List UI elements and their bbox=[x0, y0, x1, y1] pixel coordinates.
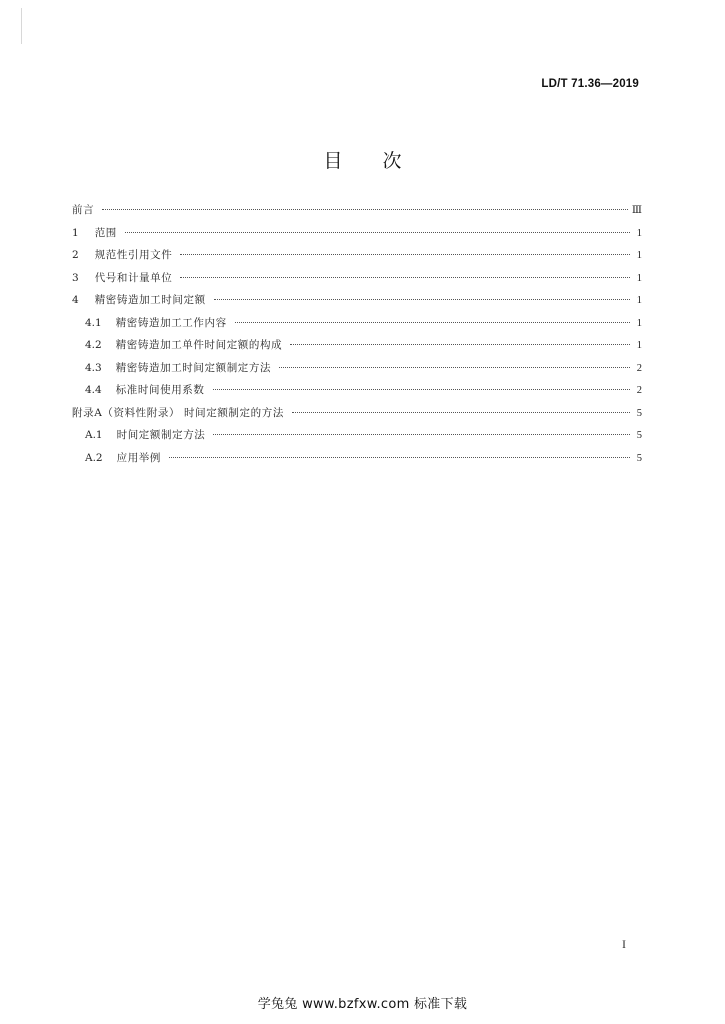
toc-title: 目次 bbox=[323, 150, 442, 172]
toc-entry[interactable] bbox=[72, 337, 642, 360]
toc-entry[interactable] bbox=[72, 405, 642, 428]
toc-dot-leader bbox=[180, 254, 630, 255]
toc-entry-label: 标准时间使用系数 bbox=[115, 384, 205, 396]
toc-entry-label: 代号和计量单位 bbox=[94, 271, 173, 284]
toc-entry[interactable] bbox=[72, 382, 642, 405]
toc-dot-leader bbox=[235, 322, 630, 323]
toc-dot-leader bbox=[125, 232, 630, 233]
toc-entry[interactable] bbox=[72, 292, 642, 315]
toc-entry-page: 1 bbox=[636, 250, 642, 261]
standard-code: LD/T 71.36—2019 bbox=[541, 78, 639, 90]
toc-entry-number: 4.1 bbox=[85, 316, 102, 329]
toc-entry-number: 4.4 bbox=[85, 384, 102, 396]
toc-entry-page: 5 bbox=[636, 407, 642, 419]
toc-entry-number: 3 bbox=[72, 271, 79, 284]
toc-entry-page: Ⅲ bbox=[631, 205, 642, 216]
toc-entry[interactable] bbox=[72, 315, 642, 338]
toc-entry-label: 精密铸造加工工作内容 bbox=[115, 316, 227, 329]
toc-entry-number: 4.2 bbox=[85, 339, 102, 351]
toc-dot-leader bbox=[169, 457, 630, 458]
toc-entry[interactable] bbox=[72, 225, 642, 248]
toc-entry[interactable] bbox=[72, 270, 642, 293]
toc-entry-label: 附录A（资料性附录） 时间定额制定的方法 bbox=[72, 406, 284, 419]
toc-entry-number: A.1 bbox=[85, 429, 103, 441]
toc-entry-label: 前言 bbox=[72, 204, 95, 216]
toc-entry-label: 应用举例 bbox=[116, 451, 162, 464]
toc-entry-page: 1 bbox=[636, 317, 642, 329]
toc-entry[interactable] bbox=[72, 202, 642, 225]
toc-dot-leader bbox=[213, 434, 630, 435]
toc-entry-page: 1 bbox=[636, 272, 642, 284]
toc-dot-leader bbox=[292, 412, 630, 413]
toc-entry[interactable] bbox=[72, 427, 642, 450]
toc-entry-page: 1 bbox=[636, 340, 642, 351]
toc-entry-number: A.2 bbox=[85, 451, 103, 464]
toc-entry-label: 时间定额制定方法 bbox=[116, 429, 206, 441]
toc-entry-page: 5 bbox=[636, 452, 642, 464]
toc-entry-number: 4.3 bbox=[85, 361, 102, 374]
toc-entry[interactable] bbox=[72, 360, 642, 383]
toc-entry-label: 规范性引用文件 bbox=[94, 249, 173, 261]
toc-entry-page: 5 bbox=[636, 430, 642, 441]
toc-dot-leader bbox=[102, 209, 628, 210]
toc-entry-page: 1 bbox=[636, 227, 642, 239]
toc-dot-leader bbox=[180, 277, 630, 278]
toc-entry[interactable] bbox=[72, 450, 642, 473]
toc-entry[interactable] bbox=[72, 247, 642, 270]
toc-dot-leader bbox=[290, 344, 630, 345]
toc-entry-page: 1 bbox=[636, 295, 642, 306]
toc-dot-leader bbox=[279, 367, 630, 368]
toc-entry-page: 2 bbox=[636, 385, 642, 396]
toc-entry-number: 4 bbox=[72, 294, 79, 306]
table-of-contents bbox=[72, 202, 642, 472]
toc-entry-label: 精密铸造加工单件时间定额的构成 bbox=[115, 339, 283, 351]
scan-edge-mark bbox=[21, 8, 22, 44]
toc-entry-label: 精密铸造加工时间定额 bbox=[94, 294, 206, 306]
toc-entry-number: 2 bbox=[72, 249, 79, 261]
toc-dot-leader bbox=[213, 389, 630, 390]
toc-entry-label: 精密铸造加工时间定额制定方法 bbox=[115, 361, 272, 374]
toc-entry-label: 范围 bbox=[94, 226, 117, 239]
toc-dot-leader bbox=[214, 299, 630, 300]
toc-entry-page: 2 bbox=[636, 362, 642, 374]
toc-entry-number: 1 bbox=[72, 226, 79, 239]
watermark-text: 学兔兔 www.bzfxw.com 标准下载 bbox=[257, 997, 468, 1012]
page-number: I bbox=[622, 937, 626, 951]
